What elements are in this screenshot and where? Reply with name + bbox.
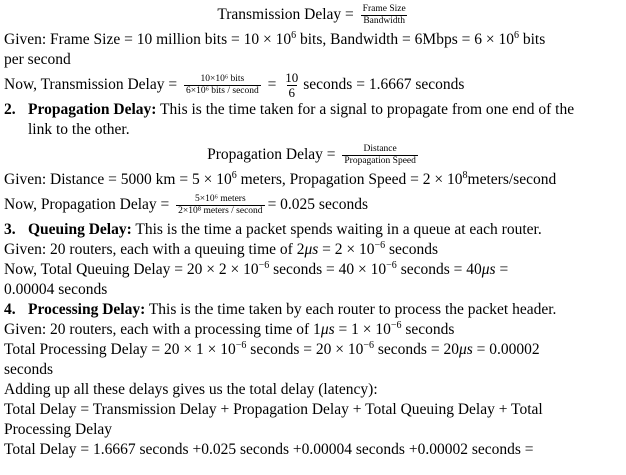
text-run: bits, Bandwidth = 6Mbps = 6 × 10	[296, 31, 514, 48]
given-processing-line	[4, 320, 624, 340]
fraction-numerator: Frame Size	[362, 3, 406, 14]
text-run: seconds = 40	[396, 261, 482, 278]
item-text: This is the time taken for a signal to propagate from one end of the	[156, 101, 575, 118]
item-number: 4.	[4, 301, 16, 318]
fraction	[283, 71, 300, 100]
item-text: This is the time taken by each router to process the packet header.	[145, 301, 557, 318]
text-run: Now, Total Queuing Delay = 20 × 2 × 10	[4, 261, 259, 278]
exponent: 6	[291, 30, 297, 41]
fraction	[361, 4, 408, 27]
item-number: 2.	[4, 101, 16, 118]
text-run: seconds = 1.6667 seconds	[303, 76, 465, 93]
queuing-delay-calculation-cont: 0.00004 seconds	[4, 281, 108, 298]
text-run: bits	[518, 31, 546, 48]
fraction	[176, 194, 264, 217]
text-run: seconds	[401, 321, 455, 338]
exponent: −6	[258, 260, 270, 271]
given-queuing-line	[4, 240, 624, 260]
text-run: = 0.00002	[472, 341, 540, 358]
text-run: = 2 × 10	[318, 241, 375, 258]
given-distance-line	[4, 170, 624, 190]
text-run: seconds	[385, 241, 439, 258]
text-run: =	[495, 261, 509, 278]
adding-up-line: Adding up all these delays gives us the total delay (latency):	[4, 381, 378, 398]
exponent: −6	[363, 340, 374, 351]
text-run: Given: Frame Size = 10 million bits = 10 × 10	[4, 31, 292, 48]
text-run: = 0.025 seconds	[267, 196, 369, 213]
fraction	[184, 74, 261, 97]
exponent: −6	[235, 340, 247, 351]
text-run: seconds = 40 × 10	[269, 261, 387, 278]
mu-symbol: μs	[304, 241, 319, 258]
item-number: 3.	[4, 221, 16, 238]
formula-lhs: Transmission Delay =	[217, 6, 358, 23]
fraction-numerator: Distance	[363, 143, 397, 154]
transmission-delay-formula	[4, 0, 624, 30]
text-run: Given: 20 routers, each with a queuing time of 2	[4, 241, 305, 258]
fraction-denominator: 2×10⁸ meters / second	[178, 205, 263, 216]
document-body	[4, 0, 624, 460]
given-frame-size-line	[4, 30, 624, 50]
total-delay-formula-cont: Processing Delay	[4, 421, 113, 438]
text-run: Given: 20 routers, each with a processing time of 1	[4, 321, 321, 338]
fraction	[342, 144, 418, 167]
exponent: 6	[513, 30, 519, 41]
propagation-delay-heading	[4, 100, 624, 120]
exponent: 8	[462, 170, 468, 181]
given-frame-size-line-cont: per second	[4, 51, 71, 68]
text-run: Total Processing Delay = 20 × 1 × 10	[4, 341, 236, 358]
queuing-delay-calculation	[4, 260, 624, 280]
processing-delay-calculation-cont: seconds	[4, 361, 54, 378]
fraction-denominator: Bandwidth	[363, 15, 406, 26]
queuing-delay-heading	[4, 220, 624, 240]
text-run: Now, Propagation Delay =	[4, 196, 174, 213]
text-run: seconds = 20	[374, 341, 459, 358]
text-run: =	[267, 76, 277, 93]
fraction-denominator: Propagation Speed	[344, 155, 416, 166]
exponent: 6	[231, 170, 237, 181]
exponent: −6	[390, 320, 402, 331]
item-text: This is the time a packet spends waiting in a queue at each router.	[131, 221, 542, 238]
propagation-delay-heading-cont: link to the other.	[28, 121, 130, 138]
total-delay-sum: Total Delay = 1.6667 seconds +0.025 seconds +0.00004 seconds +0.00002 seconds =	[4, 441, 534, 458]
text-run: Given: Distance = 5000 km = 5 × 10	[4, 171, 232, 188]
fraction-numerator: 10×10⁶ bits	[200, 73, 245, 84]
formula-lhs: Propagation Delay =	[207, 146, 340, 163]
exponent: −6	[386, 260, 397, 271]
text-run: seconds = 20 × 10	[246, 341, 364, 358]
fraction-denominator: 6×10⁶ bits / second	[185, 85, 259, 96]
text-run: = 1 × 10	[334, 321, 391, 338]
propagation-delay-calculation	[4, 190, 624, 220]
text-run: meters, Propagation Speed = 2 × 10	[236, 171, 463, 188]
fraction-numerator: 5×10⁶ meters	[195, 193, 246, 204]
transmission-delay-calculation	[4, 70, 624, 100]
processing-delay-calculation	[4, 340, 624, 360]
fraction-denominator: 6	[288, 84, 296, 100]
mu-symbol: μs	[320, 321, 335, 338]
propagation-delay-formula	[4, 140, 624, 170]
processing-delay-heading	[4, 300, 624, 320]
fraction-numerator: 10	[285, 69, 299, 85]
mu-symbol: μs	[458, 341, 473, 358]
total-delay-formula: Total Delay = Transmission Delay + Propagation Delay + Total Queuing Delay + Total	[4, 401, 543, 418]
item-title: Propagation Delay:	[28, 101, 157, 118]
item-title: Processing Delay:	[28, 301, 146, 318]
exponent: −6	[374, 240, 386, 251]
text-run: Now, Transmission Delay =	[4, 76, 181, 93]
text-run: meters/second	[467, 171, 557, 188]
mu-symbol: μs	[481, 261, 496, 278]
item-title: Queuing Delay:	[28, 221, 132, 238]
